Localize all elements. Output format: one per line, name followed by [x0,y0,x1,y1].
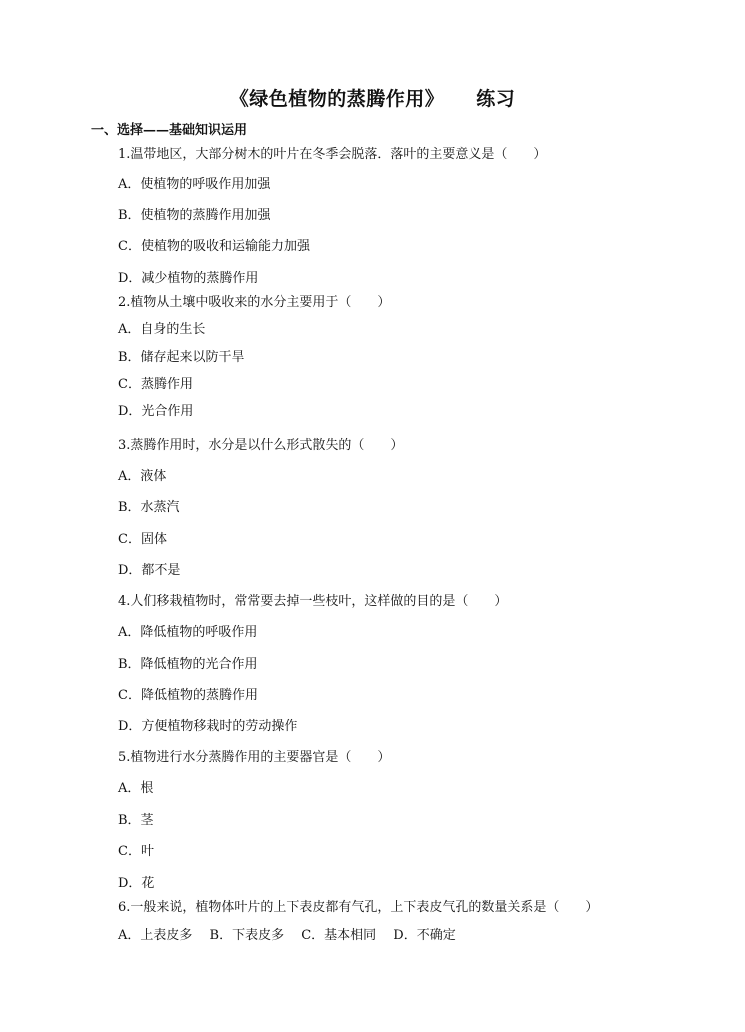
question-2-option-b: B．储存起来以防干旱 [118,350,245,365]
question-1-option-a: A．使植物的呼吸作用加强 [118,177,271,192]
question-2-option-d: D．光合作用 [118,404,194,419]
question-2-option-c: C．蒸腾作用 [118,377,193,392]
document-title-main: 《绿色植物的蒸腾作用》 [229,88,445,110]
question-3-option-b: B．水蒸汽 [118,500,180,515]
question-5-option-a: A．根 [118,781,154,796]
document-title-suffix: 练习 [476,88,516,110]
question-5-option-c: C．叶 [118,844,154,859]
question-5-stem: 5.植物进行水分蒸腾作用的主要器官是（ ） [118,750,391,765]
question-3-option-d: D．都不是 [118,563,181,578]
section-heading: 一、选择——基础知识运用 [91,123,248,138]
question-1-stem: 1.温带地区，大部分树木的叶片在冬季会脱落．落叶的主要意义是（ ） [118,147,547,162]
question-3-option-c: C．固体 [118,532,167,547]
question-4-option-d: D．方便植物移栽时的劳动操作 [118,719,298,734]
question-4-stem: 4.人们移栽植物时，常常要去掉一些枝叶，这样做的目的是（ ） [118,594,508,609]
question-6-stem: 6.一般来说，植物体叶片的上下表皮都有气孔，上下表皮气孔的数量关系是（ ） [118,900,599,915]
question-1-option-c: C．使植物的吸收和运输能力加强 [118,239,310,254]
question-3-option-a: A．液体 [118,469,167,484]
question-4-option-a: A．降低植物的呼吸作用 [118,625,258,640]
question-5-option-d: D．花 [118,876,155,891]
document-title [0,84,745,111]
question-1-option-b: B．使植物的蒸腾作用加强 [118,208,271,223]
question-1-option-d: D．减少植物的蒸腾作用 [118,271,259,286]
question-4-option-b: B．降低植物的光合作用 [118,657,258,672]
question-3-stem: 3.蒸腾作用时，水分是以什么形式散失的（ ） [118,438,404,453]
question-6-options: A．上表皮多 B．下表皮多 C．基本相同 D．不确定 [118,928,456,943]
question-2-stem: 2.植物从土壤中吸收来的水分主要用于（ ） [118,295,391,310]
question-4-option-c: C．降低植物的蒸腾作用 [118,688,258,703]
question-2-option-a: A．自身的生长 [118,322,206,337]
question-5-option-b: B．茎 [118,813,154,828]
